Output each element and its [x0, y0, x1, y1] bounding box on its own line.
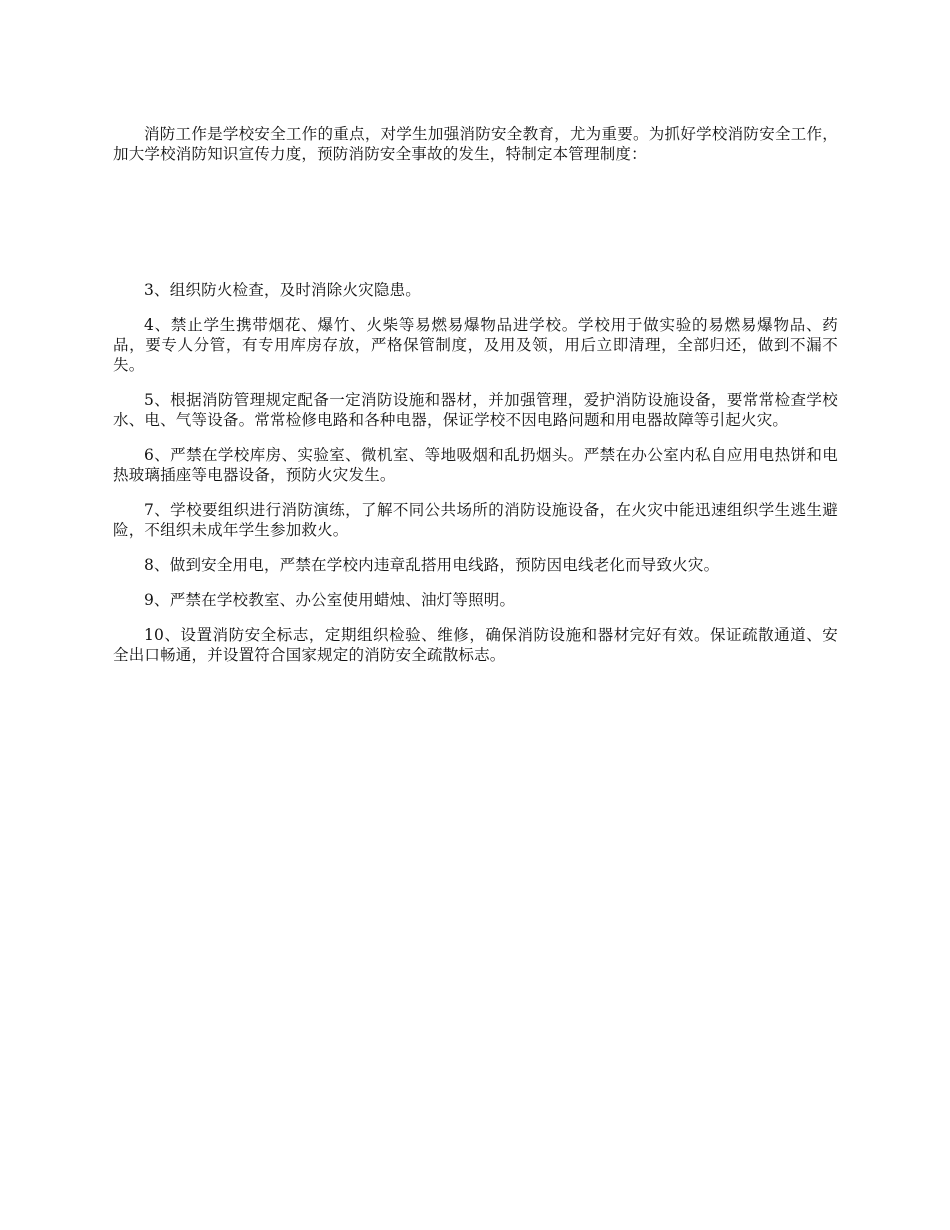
rule-item-5: 5、根据消防管理规定配备一定消防设施和器材，并加强管理，爱护消防设施设备，要常常检查学校水、电、气等设备。常常检修电路和各种电器，保证学校不因电路问题和用电器故障等引起火灾。 — [113, 391, 838, 429]
rule-item-8: 8、做到安全用电，严禁在学校内违章乱搭用电线路，预防因电线老化而导致火灾。 — [144, 556, 720, 574]
rule-item-9: 9、严禁在学校教室、办公室使用蜡烛、油灯等照明。 — [144, 591, 516, 609]
rule-item-7: 7、学校要组织进行消防演练，了解不同公共场所的消防设施设备，在火灾中能迅速组织学生逃生避险，不组织未成年学生参加救火。 — [113, 501, 838, 539]
intro-paragraph: 消防工作是学校安全工作的重点，对学生加强消防安全教育，尤为重要。为抓好学校消防安全工作，加大学校消防知识宣传力度，预防消防安全事故的发生，特制定本管理制度： — [113, 125, 838, 163]
rule-item-10: 10、设置消防安全标志，定期组织检验、维修，确保消防设施和器材完好有效。保证疏散通道、安全出口畅通，并设置符合国家规定的消防安全疏散标志。 — [113, 626, 838, 664]
document-body — [113, 124, 838, 680]
rule-item-3: 3、组织防火检查，及时消除火灾隐患。 — [144, 281, 421, 299]
rule-item-6: 6、严禁在学校库房、实验室、微机室、等地吸烟和乱扔烟头。严禁在办公室内私自应用电热饼和电热玻璃插座等电器设备，预防火灾发生。 — [113, 446, 838, 484]
rule-item-4: 4、禁止学生携带烟花、爆竹、火柴等易燃易爆物品进学校。学校用于做实验的易燃易爆物品、药品，要专人分管，有专用库房存放，严格保管制度，及用及领，用后立即清理，全部归还，做到不漏不失。 — [113, 316, 838, 374]
